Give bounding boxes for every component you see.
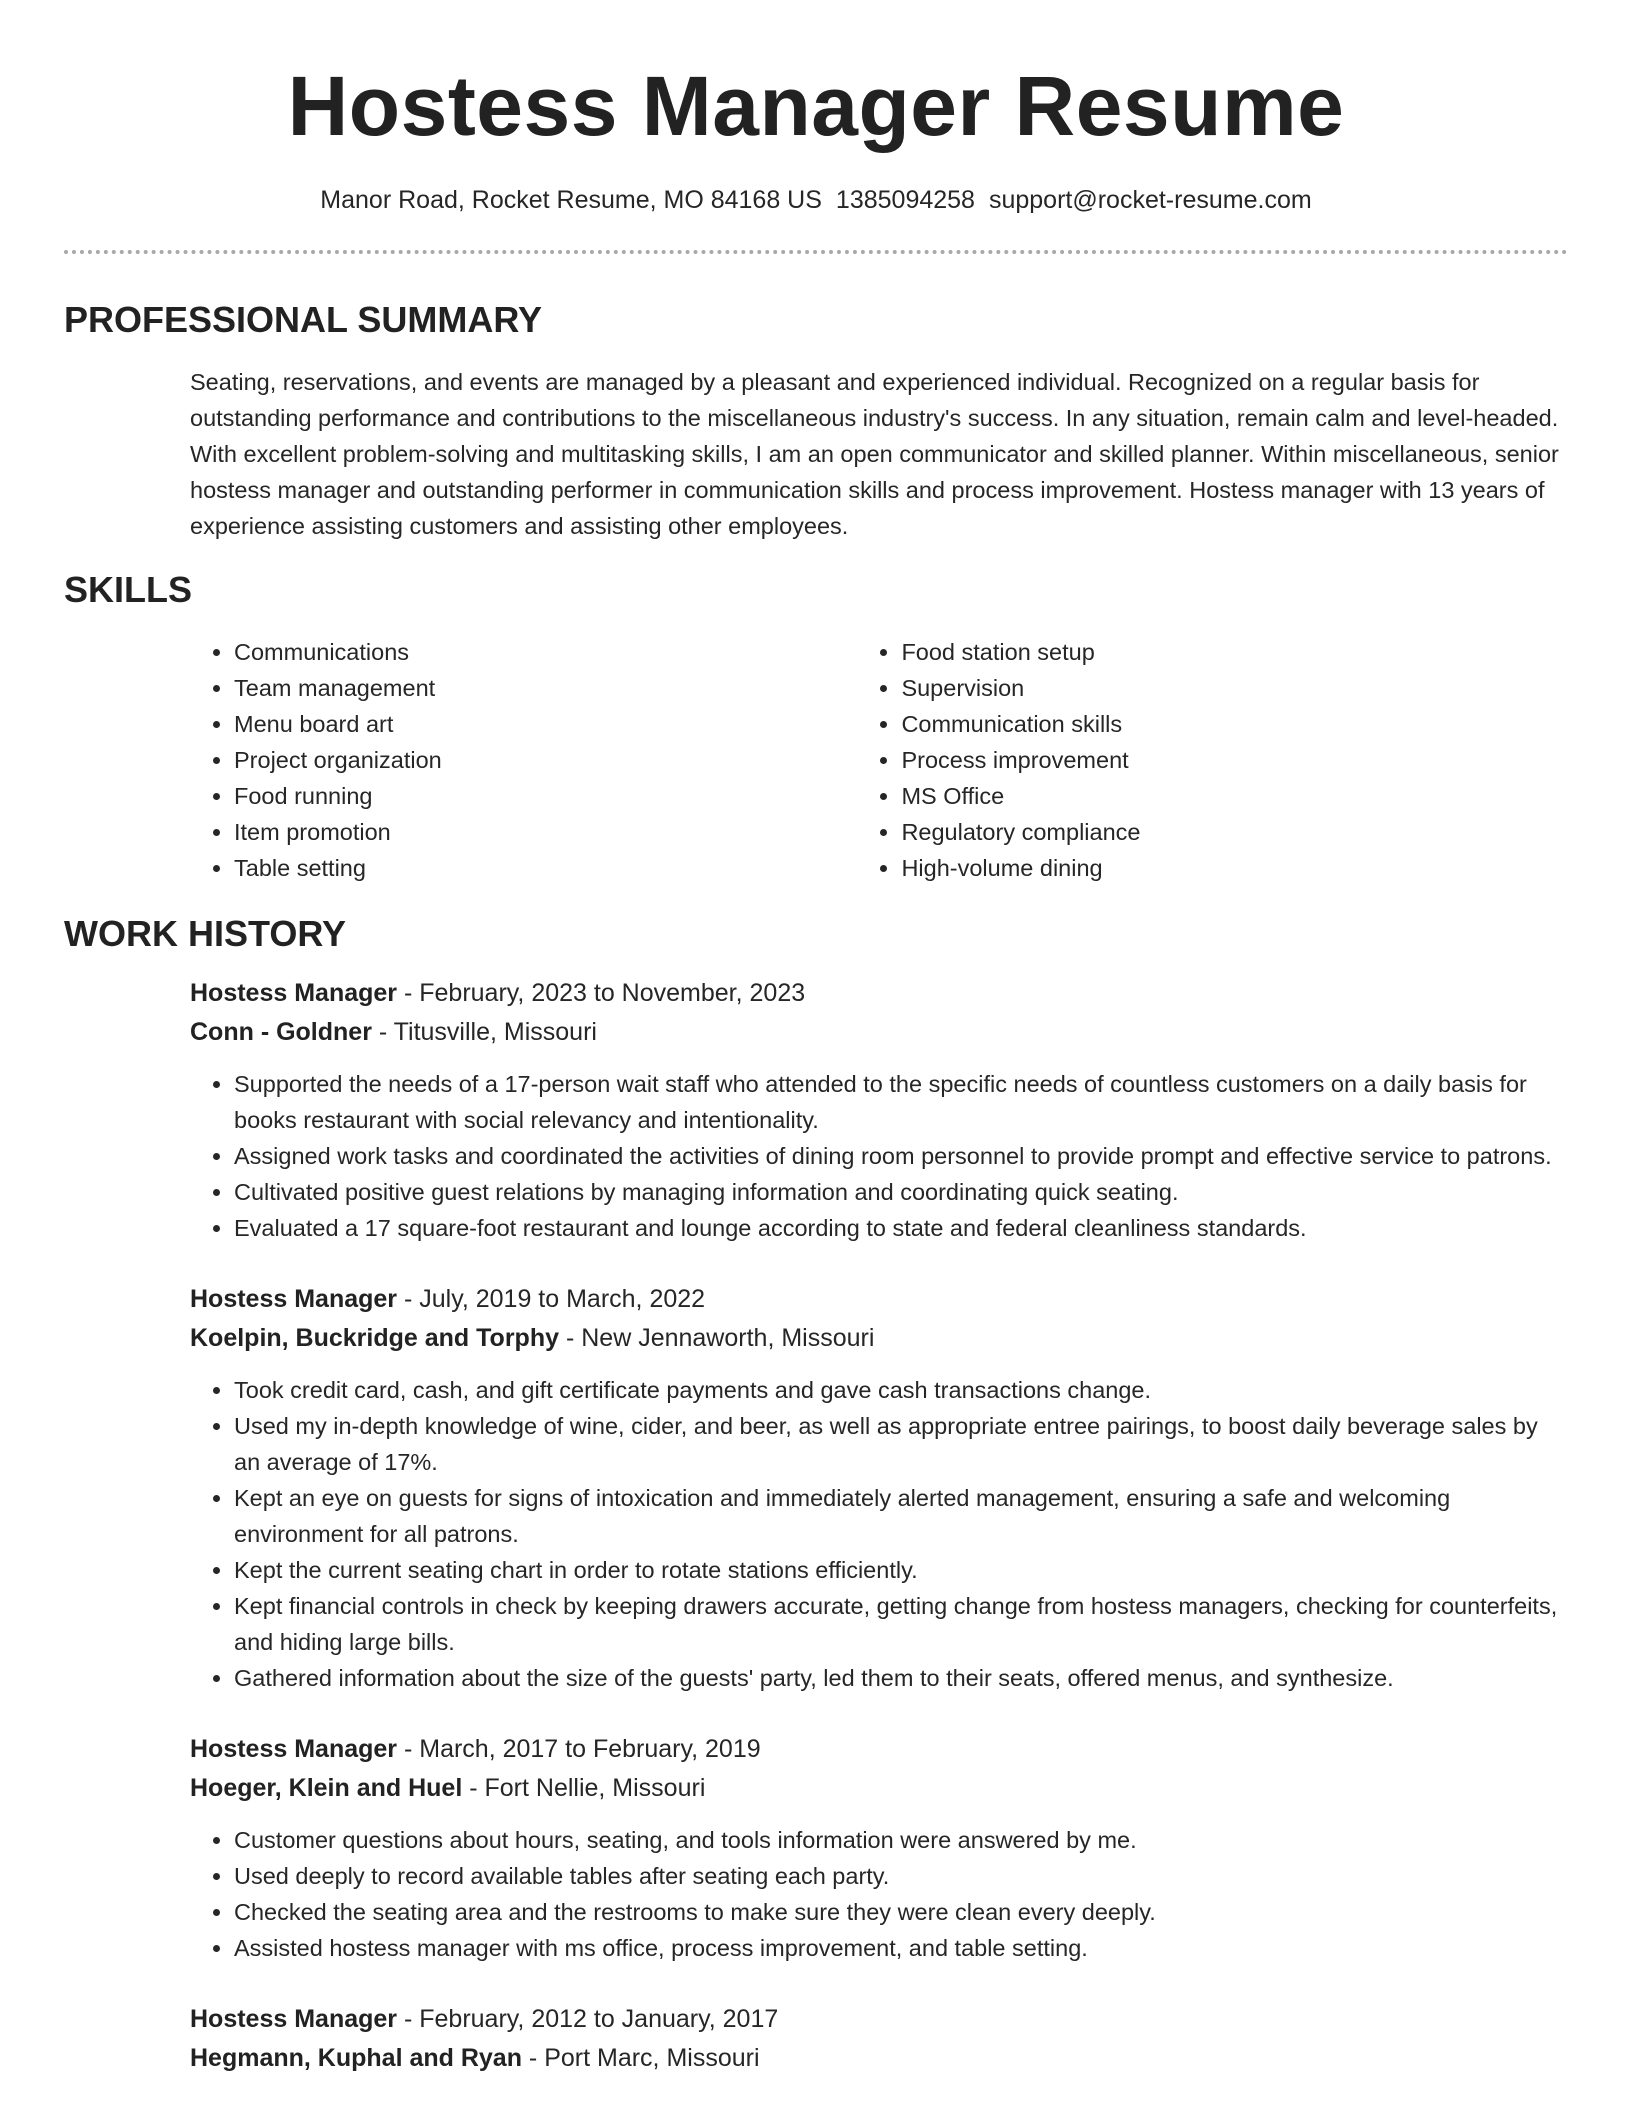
- page-title: Hostess Manager Resume: [287, 59, 1345, 153]
- job-title-line: [190, 2000, 1568, 2039]
- job-dates: - February, 2023 to November, 2023: [397, 979, 806, 1007]
- resume-page: [64, 0, 1568, 2078]
- work-history-heading: WORK HISTORY: [64, 913, 347, 954]
- skill-item: • MS Office: [901, 778, 1568, 814]
- skill-item: • Communication skills: [901, 706, 1568, 742]
- skill-item: • Food running: [234, 778, 857, 814]
- job-dates: - March, 2017 to February, 2019: [397, 1735, 761, 1763]
- job-duty: • Supported the needs of a 17-person wait staff who attended to the specific needs of countless customers on a daily basis for books restaurant with social relevancy and intentionality.: [234, 1066, 1568, 1138]
- skill-item: • Team management: [234, 670, 857, 706]
- contact-email: support@rocket-resume.com: [988, 186, 1312, 214]
- skill-item: • Regulatory compliance: [901, 814, 1568, 850]
- skill-item: • Menu board art: [234, 706, 857, 742]
- job-duty: • Gathered information about the size of the guests' party, led them to their seats, offered menus, and synthesize.: [234, 1660, 1568, 1696]
- job-company: Hoeger, Klein and Huel: [190, 1774, 463, 1802]
- job-title: Hostess Manager: [190, 1285, 398, 1313]
- job-location: - Fort Nellie, Missouri: [462, 1774, 706, 1802]
- job-duty: • Kept financial controls in check by keeping drawers accurate, getting change from hostess managers, checking for counterfeits, and hiding large bills.: [234, 1588, 1568, 1660]
- job-duty: • Kept the current seating chart in order to rotate stations efficiently.: [234, 1552, 1568, 1588]
- job-duty: • Checked the seating area and the restrooms to make sure they were clean every deeply.: [234, 1894, 1568, 1930]
- job-location: - Port Marc, Missouri: [521, 2044, 760, 2072]
- job-title-line: [190, 974, 1568, 1013]
- job-company-line: [190, 2039, 1568, 2078]
- job-company-line: [190, 1769, 1568, 1808]
- contact-address: Manor Road, Rocket Resume, MO 84168 US: [320, 186, 822, 214]
- job-company: Conn - Goldner: [190, 1018, 372, 1046]
- job-duty: • Cultivated positive guest relations by managing information and coordinating quick seating.: [234, 1174, 1568, 1210]
- header-divider: [64, 250, 1568, 254]
- skill-item: • Table setting: [234, 850, 857, 886]
- job-title-line: [190, 1730, 1568, 1769]
- job-title: Hostess Manager: [190, 979, 398, 1007]
- job-entry: [190, 1730, 1568, 1966]
- skill-item: • Supervision: [901, 670, 1568, 706]
- job-duty: • Evaluated a 17 square-foot restaurant and lounge according to state and federal cleanliness standards.: [234, 1210, 1568, 1246]
- skill-item: • Food station setup: [901, 634, 1568, 670]
- skills-column-left: [190, 634, 857, 886]
- summary-heading: PROFESSIONAL SUMMARY: [64, 299, 543, 340]
- job-company: Hegmann, Kuphal and Ryan: [190, 2044, 522, 2072]
- job-location: - Titusville, Missouri: [371, 1018, 597, 1046]
- job-duties: [190, 1372, 1568, 1696]
- job-company-line: [190, 1013, 1568, 1052]
- job-title-line: [190, 1280, 1568, 1319]
- job-entry: [190, 1280, 1568, 1696]
- job-duty: • Assisted hostess manager with ms office, process improvement, and table setting.: [234, 1930, 1568, 1966]
- job-duty: • Customer questions about hours, seating, and tools information were answered by me.: [234, 1822, 1568, 1858]
- contact-line: [64, 184, 1568, 216]
- job-company: Koelpin, Buckridge and Torphy: [190, 1324, 560, 1352]
- skill-item: • Project organization: [234, 742, 857, 778]
- skills-column-right: [857, 634, 1568, 886]
- job-title: Hostess Manager: [190, 2005, 398, 2033]
- contact-phone: 1385094258: [835, 186, 975, 214]
- job-location: - New Jennaworth, Missouri: [559, 1324, 875, 1352]
- job-duties: [190, 1066, 1568, 1246]
- skills-list: [190, 634, 1568, 886]
- skill-item: • Item promotion: [234, 814, 857, 850]
- job-duty: • Took credit card, cash, and gift certificate payments and gave cash transactions change.: [234, 1372, 1568, 1408]
- job-duty: • Assigned work tasks and coordinated the activities of dining room personnel to provide prompt and effective service to patrons.: [234, 1138, 1568, 1174]
- skill-item: • Communications: [234, 634, 857, 670]
- job-duty: • Kept an eye on guests for signs of intoxication and immediately alerted management, ensuring a safe and welcoming environment for all patrons.: [234, 1480, 1568, 1552]
- skill-item: • Process improvement: [901, 742, 1568, 778]
- job-duty: • Used my in-depth knowledge of wine, cider, and beer, as well as appropriate entree pairings, to boost daily beverage sales by an average of 17%.: [234, 1408, 1568, 1480]
- summary-text: Seating, reservations, and events are managed by a pleasant and experienced individual. Recognized on a regular basis for outstanding performance and contributions to the miscellaneous industry's success. In any situation, remain calm and level-headed. With excellent problem-solving and multitasking skills, I am an open communicator and skilled planner. Within miscellaneous, senior hostess manager and outstanding performer in communication skills and process improvement. Hostess manager with 13 years of experience assisting customers and assisting other employees.: [190, 369, 1559, 539]
- skill-item: • High-volume dining: [901, 850, 1568, 886]
- job-entry: [190, 2000, 1568, 2078]
- job-duty: • Used deeply to record available tables after seating each party.: [234, 1858, 1568, 1894]
- job-company-line: [190, 1319, 1568, 1358]
- job-duties: [190, 1822, 1568, 1966]
- job-dates: - July, 2019 to March, 2022: [397, 1285, 706, 1313]
- skills-heading: SKILLS: [64, 569, 193, 610]
- job-entry: [190, 974, 1568, 1246]
- job-title: Hostess Manager: [190, 1735, 398, 1763]
- job-dates: - February, 2012 to January, 2017: [397, 2005, 779, 2033]
